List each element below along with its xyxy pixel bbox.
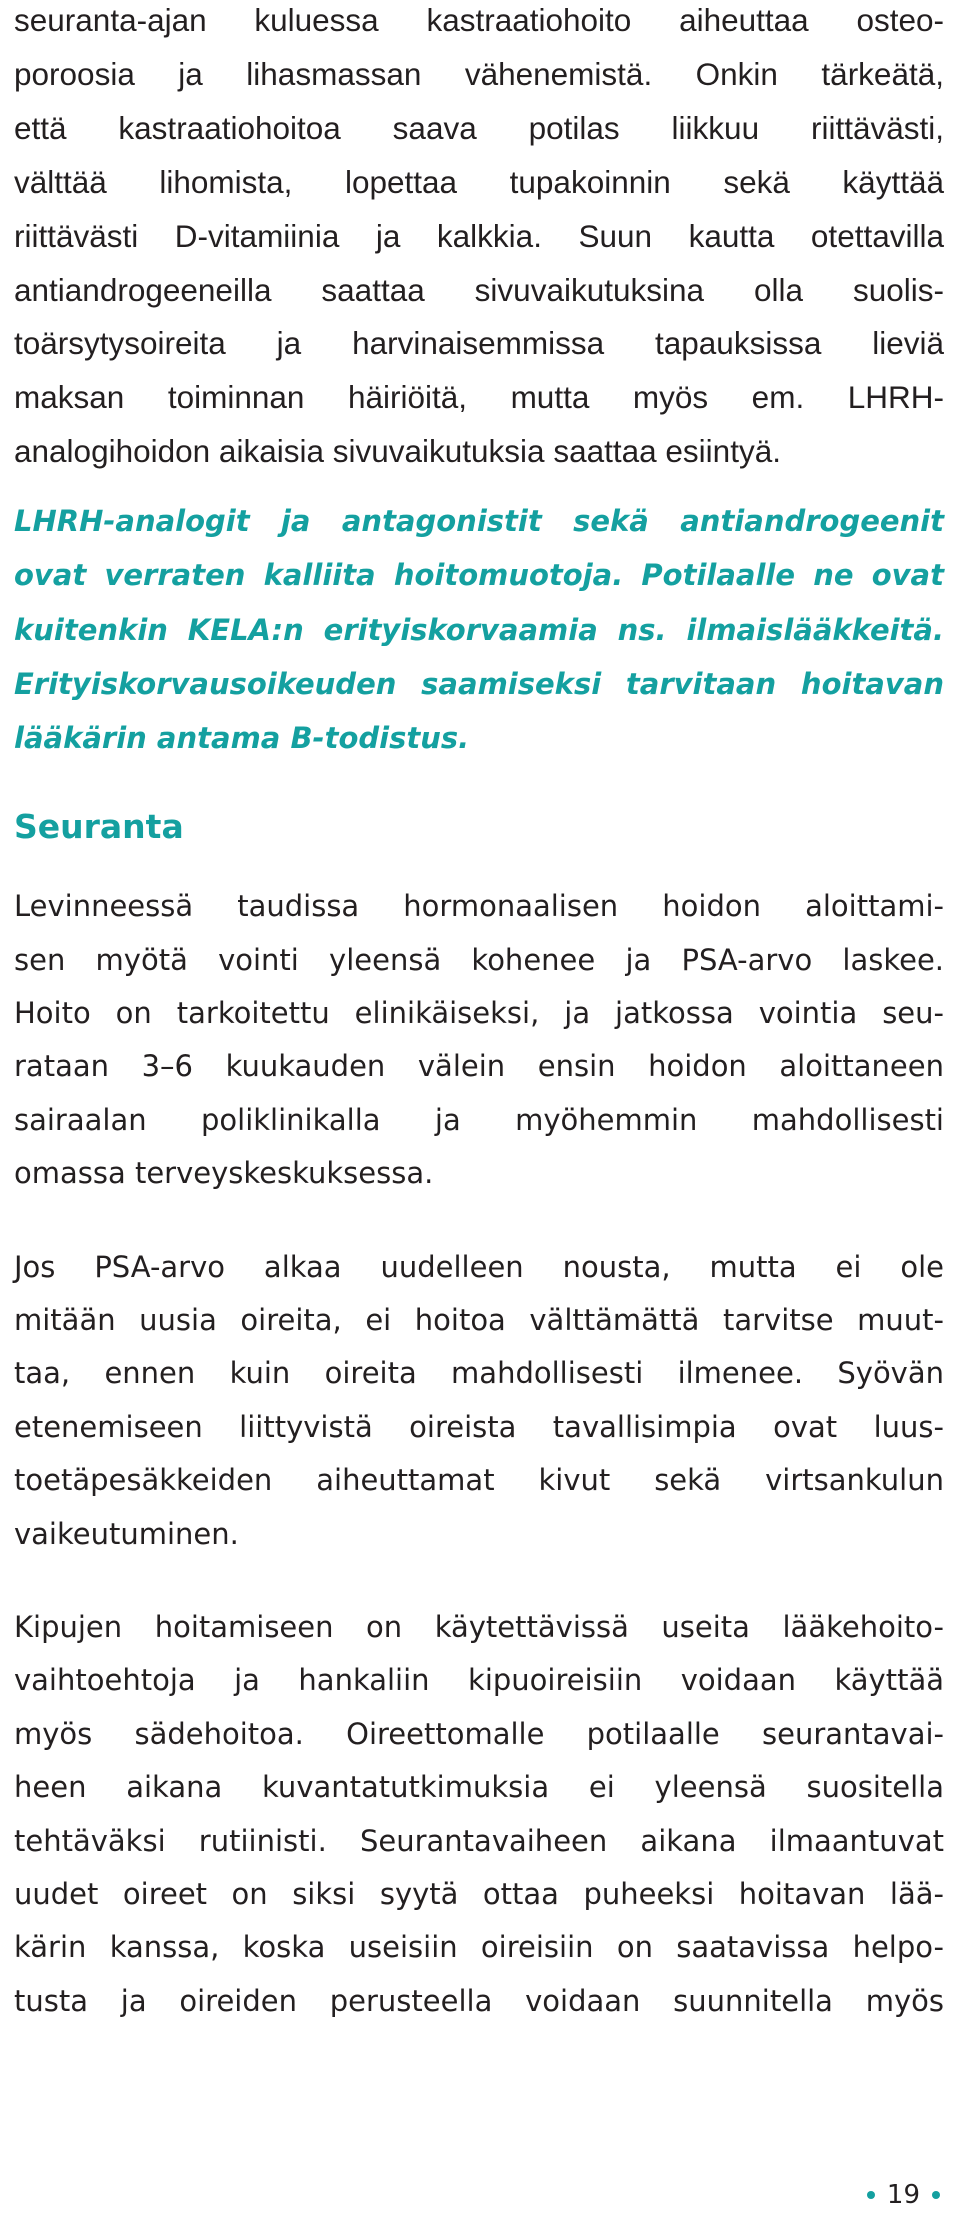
text-line: seuranta-ajan kuluessa kastraatiohoito aiheuttaa osteo- [14,2,944,38]
text-line: rataan 3–6 kuukauden välein ensin hoidon aloittaneen [14,1049,944,1084]
highlight-line: ovat verraten kalliita hoitomuotoja. Potilaalle ne ovat [14,558,944,593]
text-line: maksan toiminnan häiriöitä, mutta myös em. LHRH- [14,379,944,416]
text-line: omassa terveyskeskuksessa. [14,1156,434,1191]
text-line: toärsytysoireita ja harvinaisemmissa tapauksissa lieviä [14,325,944,362]
page-number-footer [867,2180,940,2210]
text-line: myös sädehoitoa. Oireettomalle potilaalle seurantavai- [14,1716,944,1751]
highlight-line: LHRH-analogit ja antagonistit sekä antiandrogeenit [14,504,944,539]
section-heading: Seuranta [14,807,184,847]
highlight-paragraph [14,494,944,765]
text-line: välttää lihomista, lopettaa tupakoinnin sekä käyttää [14,163,944,200]
text-line: vaikeutuminen. [14,1516,239,1551]
text-line: Hoito on tarkoitettu elinikäiseksi, ja jatkossa vointia seu- [14,995,944,1030]
text-line: analogihoidon aikaisia sivuvaikutuksia saattaa esiintyä. [14,433,781,470]
paragraph-intro [14,0,944,479]
text-line: Kipujen hoitamiseen on käytettävissä useita lääkehoito- [14,1610,944,1645]
document-page [14,0,944,2028]
text-line: uudet oireet on siksi syytä ottaa puheeksi hoitavan lää- [14,1877,944,1912]
text-line: sen myötä vointi yleensä kohenee ja PSA-arvo laskee. [14,942,944,977]
text-line: etenemiseen liittyvistä oireista tavallisimpia ovat luus- [14,1409,944,1444]
paragraph-psa [14,1241,944,1561]
text-line: riittävästi D-vitamiinia ja kalkkia. Suun kautta otettavilla [14,217,944,254]
bullet-dot-icon [867,2191,875,2199]
text-line: taa, ennen kuin oireita mahdollisesti ilmenee. Syövän [14,1356,944,1391]
text-line: mitään uusia oireita, ei hoitoa välttämättä tarvitse muut- [14,1303,944,1338]
text-line: tusta ja oireiden perusteella voidaan suunnitella myös [14,1983,944,2018]
text-line: että kastraatiohoitoa saava potilas liikkuu riittävästi, [14,109,944,146]
bullet-dot-icon [932,2191,940,2199]
text-line: sairaalan poliklinikalla ja myöhemmin mahdollisesti [14,1102,944,1137]
highlight-line: lääkärin antama B-todistus. [14,720,470,755]
text-line: vaihtoehtoja ja hankaliin kipuoireisiin voidaan käyttää [14,1663,944,1698]
text-line: antiandrogeeneilla saattaa sivuvaikutuksina olla suolis- [14,271,944,308]
text-line: toetäpesäkkeiden aiheuttamat kivut sekä virtsankulun [14,1463,944,1498]
highlight-line: Erityiskorvausoikeuden saamiseksi tarvitaan hoitavan [14,666,944,701]
paragraph-kipujen [14,1601,944,2028]
text-line: Jos PSA-arvo alkaa uudelleen nousta, mutta ei ole [14,1249,944,1284]
page-number: 19 [886,2180,920,2210]
text-line: poroosia ja lihasmassan vähenemistä. Onkin tärkeätä, [14,55,944,92]
highlight-line: kuitenkin KELA:n erityiskorvaamia ns. ilmaislääkkeitä. [14,612,944,647]
text-line: heen aikana kuvantatutkimuksia ei yleensä suositella [14,1770,944,1805]
text-line: tehtäväksi rutiinisti. Seurantavaiheen aikana ilmaantuvat [14,1823,944,1858]
text-line: Levinneessä taudissa hormonaalisen hoidon aloittami- [14,889,944,924]
text-line: kärin kanssa, koska useisiin oireisiin on saatavissa helpo- [14,1930,944,1965]
paragraph-levinneessa [14,880,944,1200]
